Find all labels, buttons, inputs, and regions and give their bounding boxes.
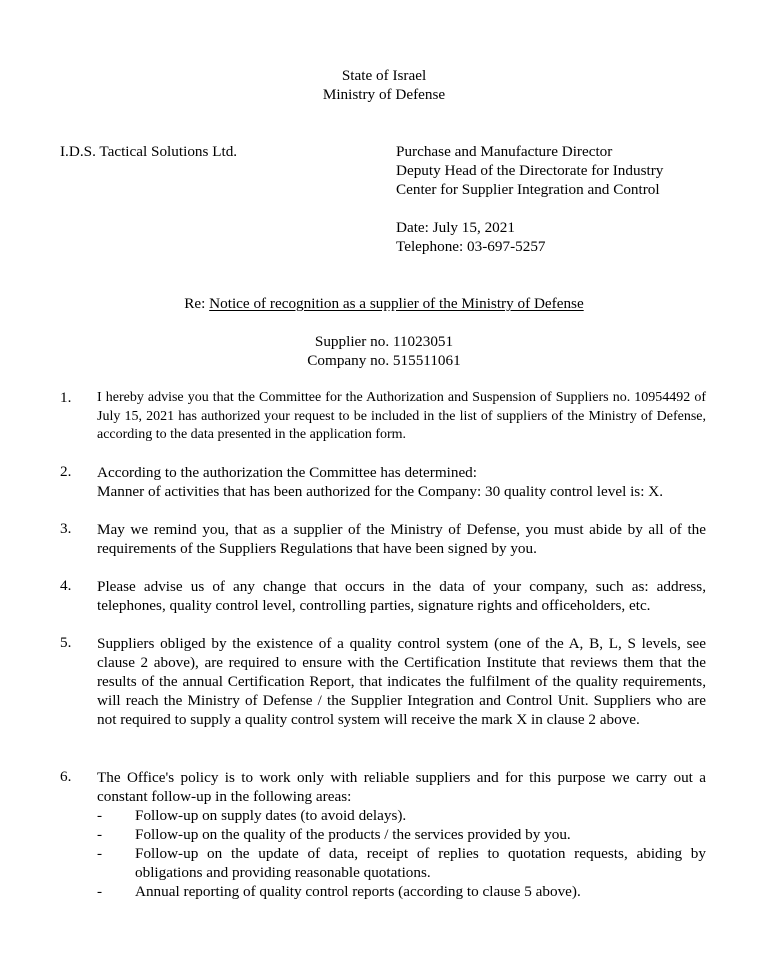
- follow-up-item: - Follow-up on the update of data, receipt of replies to quotation requests, abiding by obligations and providing reasonable quotations.: [97, 845, 706, 881]
- clause-number: 4.: [60, 577, 72, 594]
- letterhead-ministry: Ministry of Defense: [322, 86, 446, 103]
- sender-block: [396, 142, 663, 199]
- clause-text-line-1: According to the authorization the Committee has determined:: [97, 464, 477, 481]
- recipient-name: I.D.S. Tactical Solutions Ltd.: [60, 143, 238, 160]
- sender-center: Center for Supplier Integration and Control: [396, 181, 660, 198]
- bullet-dash: -: [97, 845, 103, 862]
- clause-1: [60, 389, 706, 445]
- clause-number: 2.: [60, 463, 72, 480]
- clause-2: [60, 463, 706, 501]
- letterhead-state: State of Israel: [341, 67, 427, 84]
- sender-department: Deputy Head of the Directorate for Industry: [396, 162, 664, 179]
- clause-text: The Office's policy is to work only with reliable suppliers and for this purpose we carry out a constant follow-up in the following areas:: [97, 769, 706, 805]
- bullet-dash: -: [97, 883, 103, 900]
- contact-block: [396, 218, 546, 256]
- letterhead: [0, 66, 768, 104]
- company-number: Company no. 515511061: [307, 352, 461, 369]
- clause-text: Suppliers obliged by the existence of a quality control system (one of the A, B, L, S levels, see clause 2 above), are required to ensure with the Certification Institute that reviews them that the results of the annual Certification Report, that indicates the fulfilment of the quality requirements, will reach the Ministry of Defense / the Supplier Integration and Control Unit. Suppliers who are not required to supply a quality control system will receive the mark X in clause 2 above.: [97, 635, 706, 728]
- subject-title: Notice of recognition as a supplier of the Ministry of Defense: [209, 295, 584, 312]
- clause-4: [60, 577, 706, 615]
- supplier-number: Supplier no. 11023051: [314, 333, 454, 350]
- subject-prefix: Re:: [184, 295, 210, 312]
- letter-telephone: Telephone: 03-697-5257: [396, 238, 546, 255]
- follow-up-item: - Follow-up on supply dates (to avoid delays).: [97, 807, 407, 824]
- clause-text: May we remind you, that as a supplier of the Ministry of Defense, you must abide by all of the requirements of the Suppliers Regulations that have been signed by you.: [97, 521, 706, 557]
- clause-number: 3.: [60, 520, 72, 537]
- clause-5: [60, 634, 706, 729]
- clause-text: I hereby advise you that the Committee for the Authorization and Suspension of Suppliers no. 10954492 of July 15, 2021 has authorized your request to be included in the list of suppliers of the Ministry of Defense, according to the data presented in the application form.: [97, 390, 706, 442]
- clause-number: 1.: [60, 389, 72, 406]
- clause-6: [60, 768, 706, 901]
- follow-up-item: - Follow-up on the quality of the products / the services provided by you.: [97, 826, 571, 843]
- letter-date: Date: July 15, 2021: [396, 219, 515, 236]
- clause-text: Please advise us of any change that occurs in the data of your company, such as: address, telephones, quality control level, controlling parties, signature rights and officeholders, etc.: [97, 578, 706, 614]
- clause-text-line-2: Manner of activities that has been authorized for the Company: 30 quality control level is: X.: [97, 483, 664, 500]
- bullet-dash: -: [97, 826, 103, 843]
- identifiers: [0, 332, 768, 370]
- bullet-dash: -: [97, 807, 103, 824]
- clause-3: [60, 520, 706, 558]
- clause-number: 5.: [60, 634, 72, 651]
- sender-title: Purchase and Manufacture Director: [396, 143, 613, 160]
- subject-line: [0, 294, 768, 313]
- clause-number: 6.: [60, 768, 72, 785]
- follow-up-item: - Annual reporting of quality control reports (according to clause 5 above).: [97, 883, 581, 900]
